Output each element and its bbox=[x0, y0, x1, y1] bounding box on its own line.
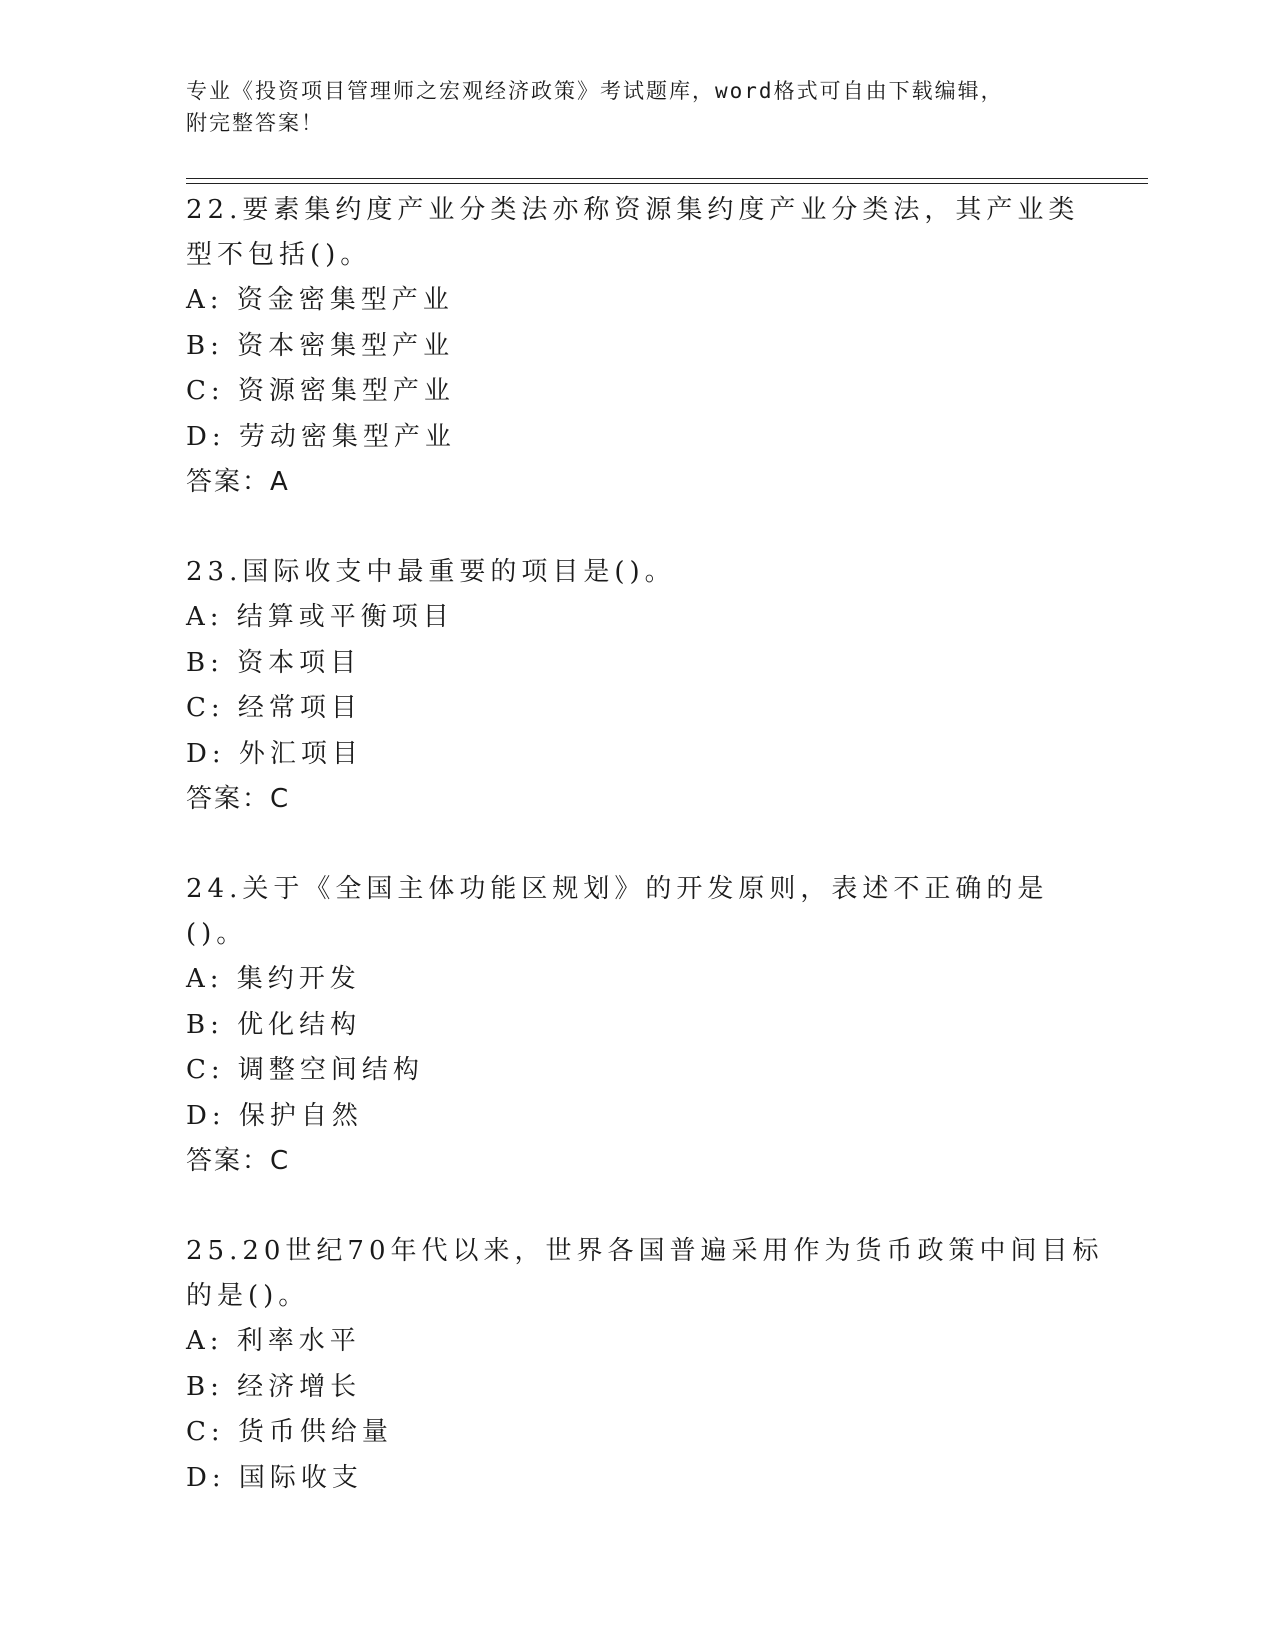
header-line-2: 附完整答案！ bbox=[186, 111, 324, 135]
option-b: B: 资本密集型产业 bbox=[186, 330, 455, 361]
option-a: A: 结算或平衡项目 bbox=[186, 602, 454, 632]
answer-text: 答案：C bbox=[186, 1146, 291, 1176]
question-block bbox=[186, 1229, 1106, 1501]
document-header bbox=[186, 75, 1066, 139]
option-b: B: 资本项目 bbox=[186, 647, 362, 678]
question-block bbox=[186, 188, 1106, 505]
option-d: D: 劳动密集型产业 bbox=[186, 421, 456, 452]
option-b: B: 经济增长 bbox=[186, 1371, 362, 1402]
option-d: D: 保护自然 bbox=[186, 1100, 363, 1131]
option-b: B: 优化结构 bbox=[186, 1009, 362, 1040]
option-c: C: 资源密集型产业 bbox=[186, 376, 455, 406]
question-text: 24.关于《全国主体功能区规划》的开发原则，表述不正确的是()。 bbox=[186, 874, 1049, 949]
answer-text: 答案：A bbox=[186, 467, 290, 497]
option-a: A: 资金密集型产业 bbox=[186, 285, 454, 315]
option-d: D: 国际收支 bbox=[186, 1462, 363, 1493]
question-text: 25.20世纪70年代以来，世界各国普遍采用作为货币政策中间目标的是()。 bbox=[186, 1236, 1104, 1311]
question-block bbox=[186, 550, 1106, 822]
option-c: C: 货币供给量 bbox=[186, 1417, 393, 1447]
option-c: C: 调整空间结构 bbox=[186, 1055, 424, 1085]
option-a: A: 集约开发 bbox=[186, 964, 361, 994]
header-divider-bottom bbox=[186, 183, 1148, 184]
question-block bbox=[186, 867, 1106, 1184]
option-d: D: 外汇项目 bbox=[186, 738, 363, 769]
option-c: C: 经常项目 bbox=[186, 693, 362, 723]
header-divider-top bbox=[186, 178, 1148, 179]
answer-text: 答案：C bbox=[186, 784, 291, 814]
question-text: 22.要素集约度产业分类法亦称资源集约度产业分类法，其产业类型不包括()。 bbox=[186, 195, 1080, 270]
option-a: A: 利率水平 bbox=[186, 1326, 361, 1356]
header-line-1: 专业《投资项目管理师之宏观经济政策》考试题库，word格式可自由下载编辑， bbox=[186, 79, 1004, 103]
question-text: 23.国际收支中最重要的项目是()。 bbox=[186, 557, 676, 587]
question-list bbox=[186, 188, 1106, 1546]
